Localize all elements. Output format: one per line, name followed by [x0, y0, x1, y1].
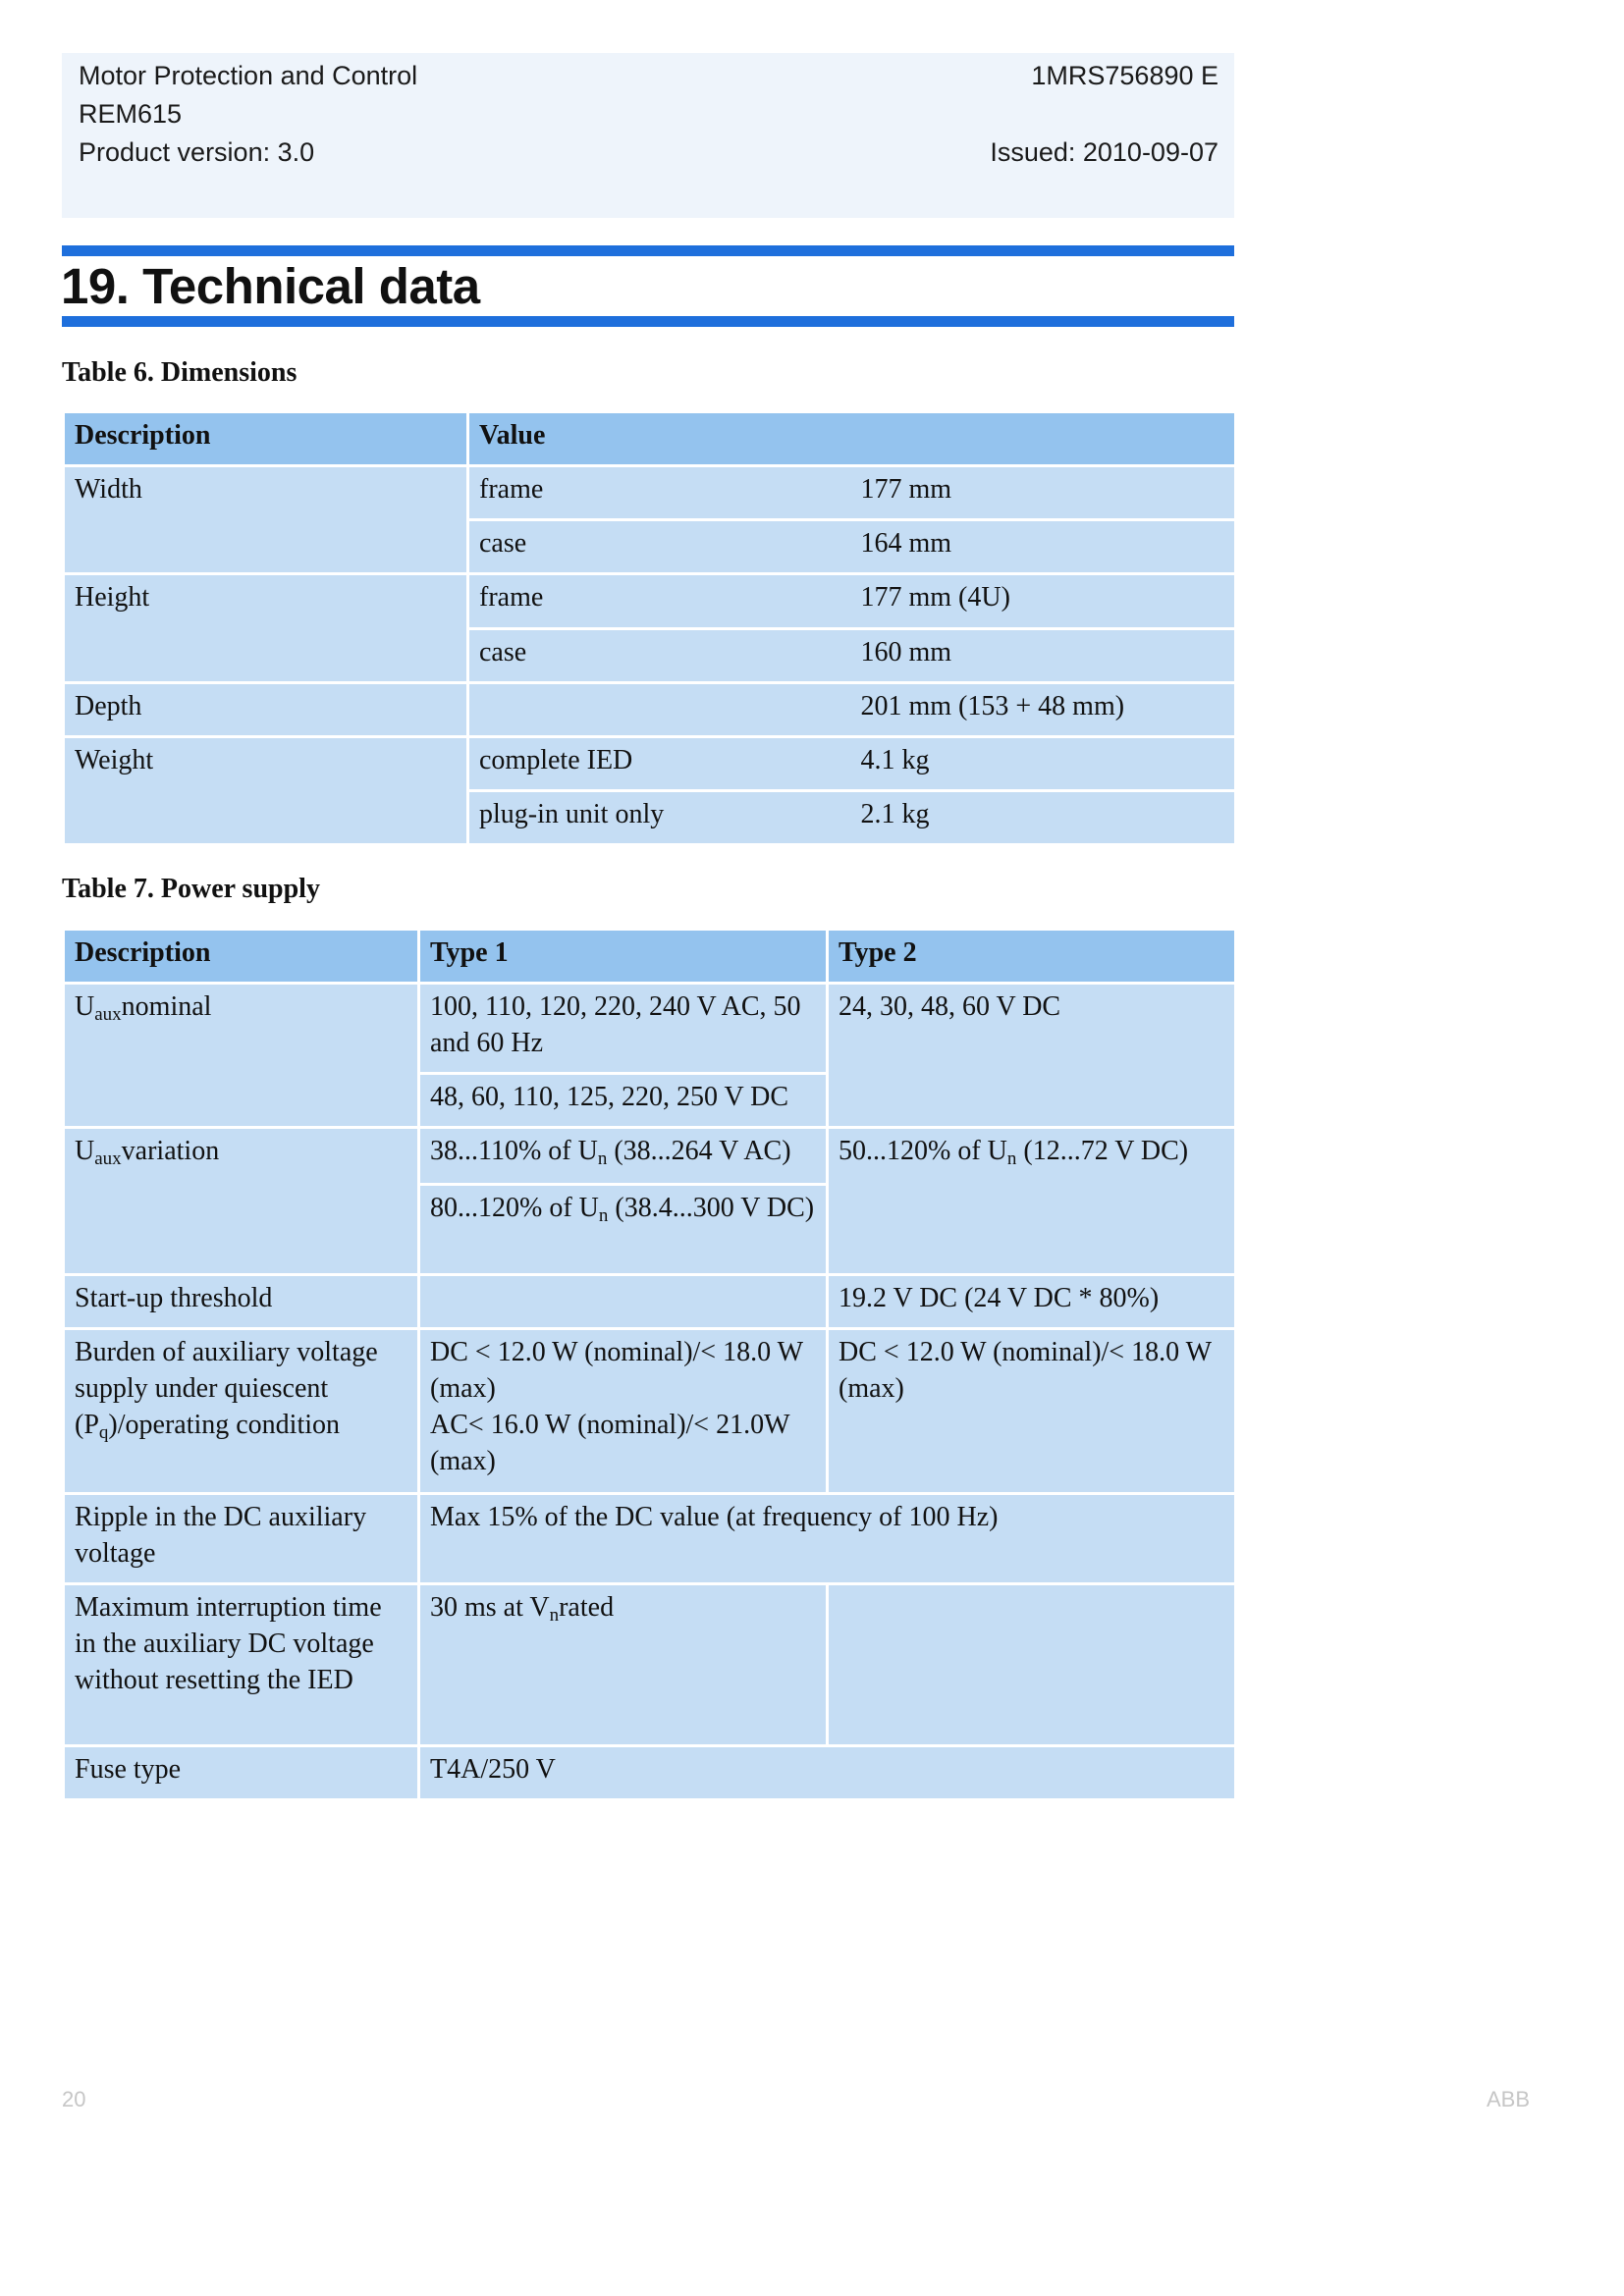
- row-value: 164 mm: [851, 520, 1236, 574]
- startup-desc: Start-up threshold: [64, 1275, 419, 1329]
- row-value: 2.1 kg: [851, 790, 1236, 844]
- uaux-variation-type1-dc: 80...120% of $U_n$ (38.4...300 V DC): [419, 1185, 828, 1275]
- row-sub: complete IED: [468, 736, 851, 790]
- burden-type1: DC < 12.0 W (nominal)/< 18.0 W (max) AC< 16.0 W (nominal)/< 21.0W (max): [419, 1329, 828, 1494]
- dimensions-table: [62, 410, 1237, 846]
- startup-type1: [419, 1275, 828, 1329]
- interruption-type1: 30 ms at $V_nrated$: [419, 1584, 828, 1746]
- product-version: Product version: 3.0: [79, 137, 315, 167]
- section-rule-top: [62, 245, 1234, 256]
- issue-date: Issued: 2010-09-07: [990, 137, 1218, 167]
- product-family: Motor Protection and Control: [79, 61, 418, 90]
- table-row: [64, 682, 1236, 736]
- section-rule-bottom: [62, 316, 1234, 327]
- uaux-nominal-type1-dc: 48, 60, 110, 125, 220, 250 V DC: [419, 1074, 828, 1128]
- table-header-row: [64, 930, 1236, 984]
- uaux-nominal-type1-ac: 100, 110, 120, 220, 240 V AC, 50 and 60 Hz: [419, 984, 828, 1074]
- header-type2: Type 2: [828, 930, 1236, 984]
- table7-caption: Table 7. Power supply: [62, 874, 320, 904]
- uaux-variation-desc: $U_{aux}variation$: [64, 1128, 419, 1275]
- row-desc: Height: [64, 574, 468, 682]
- fuse-desc: Fuse type: [64, 1746, 419, 1800]
- section-title: 19. Technical data: [61, 258, 480, 314]
- table-header-row: [64, 412, 1236, 466]
- row-sub: [468, 682, 851, 736]
- table-row: [64, 1746, 1236, 1800]
- row-sub: frame: [468, 466, 851, 520]
- uaux-nominal-type2: 24, 30, 48, 60 V DC: [828, 984, 1236, 1128]
- burden-type2: DC < 12.0 W (nominal)/< 18.0 W (max): [828, 1329, 1236, 1494]
- fuse-value: T4A/250 V: [419, 1746, 1236, 1800]
- brand-logo-text: ABB: [1486, 2087, 1530, 2111]
- uaux-variation-type2: 50...120% of $U_n$ (12...72 V DC): [828, 1128, 1236, 1275]
- header-description: Description: [64, 930, 419, 984]
- row-desc: Weight: [64, 736, 468, 844]
- row-sub: plug-in unit only: [468, 790, 851, 844]
- interruption-type2: [828, 1584, 1236, 1746]
- power-supply-table: [62, 928, 1237, 1801]
- table-row: [64, 1494, 1236, 1584]
- table-row: [64, 984, 1236, 1074]
- table-row: [64, 466, 1236, 520]
- document-header: [62, 53, 1234, 218]
- startup-type2: 19.2 V DC (24 V DC * 80%): [828, 1275, 1236, 1329]
- table-row: [64, 1128, 1236, 1185]
- product-name: REM615: [79, 99, 183, 129]
- table-row: [64, 1275, 1236, 1329]
- interruption-desc: Maximum interruption time in the auxiliary DC voltage without resetting the IED: [64, 1584, 419, 1746]
- row-sub: frame: [468, 574, 851, 628]
- table6-caption: Table 6. Dimensions: [62, 357, 298, 388]
- table-row: [64, 574, 1236, 628]
- table-row: [64, 1584, 1236, 1746]
- row-sub: case: [468, 520, 851, 574]
- row-value: 201 mm (153 + 48 mm): [851, 682, 1236, 736]
- ripple-desc: Ripple in the DC auxiliary voltage: [64, 1494, 419, 1584]
- page-number: 20: [62, 2087, 86, 2111]
- table-row: [64, 1329, 1236, 1494]
- row-desc: Width: [64, 466, 468, 574]
- row-desc: Depth: [64, 682, 468, 736]
- row-sub: case: [468, 628, 851, 682]
- row-value: 160 mm: [851, 628, 1236, 682]
- row-value: 177 mm: [851, 466, 1236, 520]
- table-row: [64, 736, 1236, 790]
- document-id: 1MRS756890 E: [1031, 61, 1218, 90]
- header-description: Description: [64, 412, 468, 466]
- header-value: Value: [468, 412, 1236, 466]
- row-value: 177 mm (4U): [851, 574, 1236, 628]
- header-type1: Type 1: [419, 930, 828, 984]
- row-value: 4.1 kg: [851, 736, 1236, 790]
- ripple-value: Max 15% of the DC value (at frequency of 100 Hz): [419, 1494, 1236, 1584]
- uaux-nominal-desc: $U_{aux}nominal$: [64, 984, 419, 1128]
- uaux-variation-type1-ac: 38...110% of $U_n$ (38...264 V AC): [419, 1128, 828, 1185]
- burden-desc: Burden of auxiliary voltage supply under quiescent $(P_q)$/operating condition: [64, 1329, 419, 1494]
